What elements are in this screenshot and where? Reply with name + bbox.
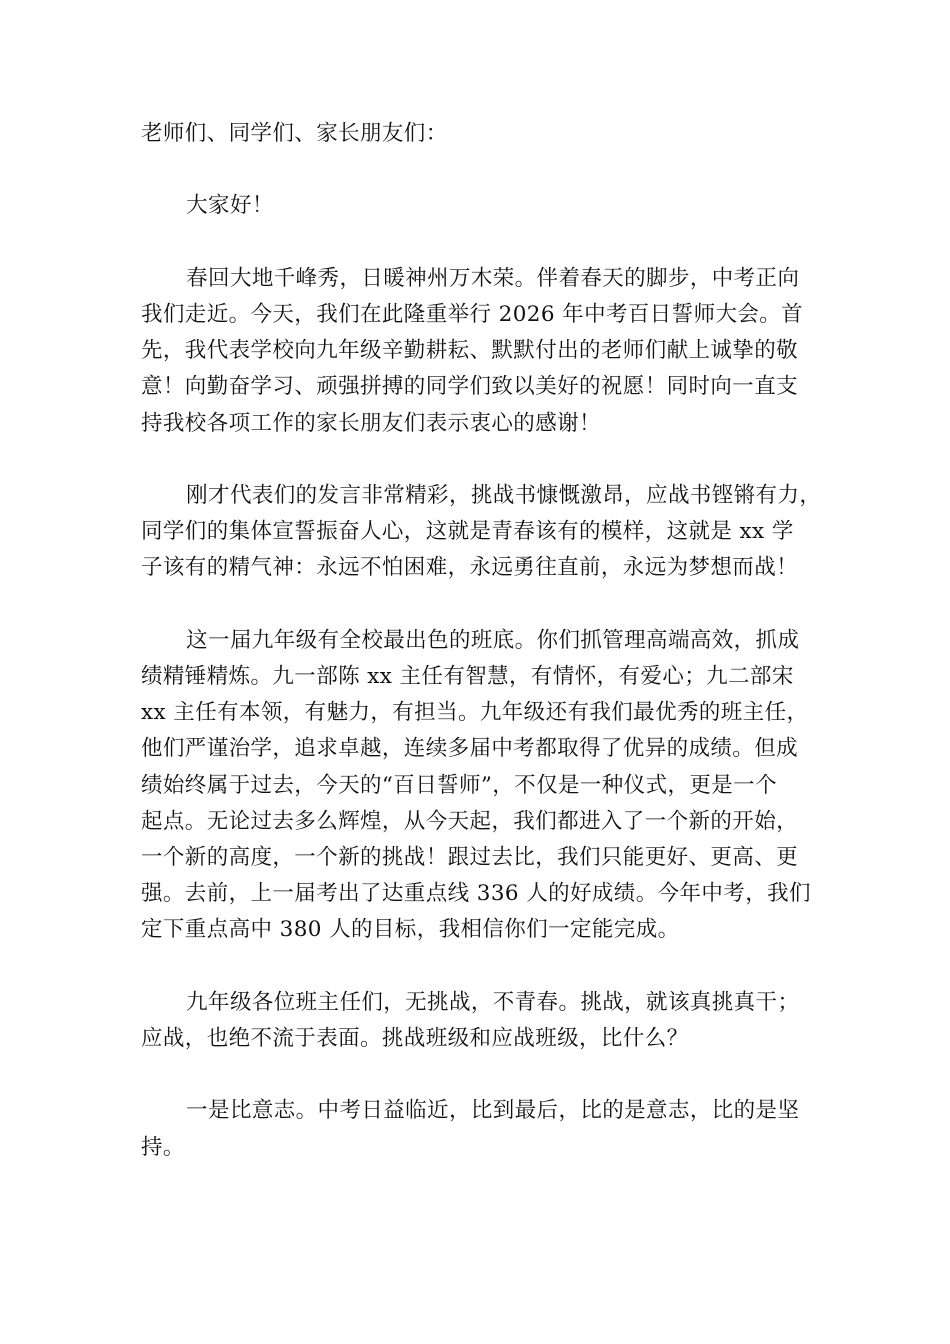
text-line: xx 主任有本领，有魅力，有担当。九年级还有我们最优秀的班主任， [141, 700, 809, 726]
greeting-line: 大家好！ [186, 193, 274, 219]
text-line: 绩精锤精炼。九一部陈 xx 主任有智慧，有情怀，有爱心；九二部宋 [141, 663, 794, 689]
text-line: 这一届九年级有全校最出色的班底。你们抓管理高端高效，抓成 [186, 627, 800, 653]
text-line: 定下重点高中 380 人的目标，我相信你们一定能完成。 [141, 917, 680, 943]
paragraph-speeches [141, 478, 821, 587]
text-line: 持我校各项工作的家长朋友们表示衷心的感谢！ [141, 410, 601, 436]
salutation-line: 老师们、同学们、家长朋友们： [141, 121, 448, 146]
text-line: 我们走近。今天，我们在此隆重举行 2026 年中考百日誓师大会。首 [141, 301, 804, 327]
text-line: 持。 [141, 1134, 185, 1160]
salutation [141, 116, 821, 152]
text-line: 应战，也绝不流于表面。挑战班级和应战班级，比什么？ [141, 1026, 689, 1051]
text-line: 一是比意志。中考日益临近，比到最后，比的是意志，比的是坚 [186, 1098, 800, 1124]
text-line: 刚才代表们的发言非常精彩，挑战书慷慨激昂，应战书铿锵有力， [186, 482, 822, 508]
text-line: 意！向勤奋学习、顽强拼搏的同学们致以美好的祝愿！同时向一直支 [141, 374, 799, 400]
text-line: 子该有的精气神：永远不怕困难，永远勇往直前，永远为梦想而战！ [141, 555, 799, 581]
text-line: 一个新的高度，一个新的挑战！跟过去比，我们只能更好、更高、更 [141, 845, 799, 870]
paragraph-opening [141, 261, 821, 442]
text-line: 先，我代表学校向九年级辛勤耕耘、默默付出的老师们献上诚挚的敬 [141, 338, 799, 364]
paragraph-willpower [141, 1093, 821, 1165]
paragraph-class-teachers [141, 985, 821, 1057]
text-line: 同学们的集体宣誓振奋人心，这就是青春该有的模样，这就是 xx 学 [141, 519, 794, 545]
text-line: 九年级各位班主任们，无挑战，不青春。挑战，就该真挑真干； [186, 989, 800, 1015]
text-line: 绩始终属于过去，今天的“百日誓师”，不仅是一种仪式，更是一个 [141, 772, 777, 798]
text-line: 起点。无论过去多么辉煌，从今天起，我们都进入了一个新的开始， [141, 808, 799, 834]
text-line: 他们严谨治学，追求卓越，连续多届中考都取得了优异的成绩。但成 [141, 736, 799, 762]
text-line: 春回大地千峰秀，日暖神州万木荣。伴着春天的脚步，中考正向 [186, 265, 800, 291]
greeting [141, 188, 821, 224]
document-body [141, 116, 821, 1202]
paragraph-grade-nine [141, 623, 821, 949]
text-line: 强。去前，上一届考出了达重点线 336 人的好成绩。今年中考，我们 [141, 881, 811, 907]
